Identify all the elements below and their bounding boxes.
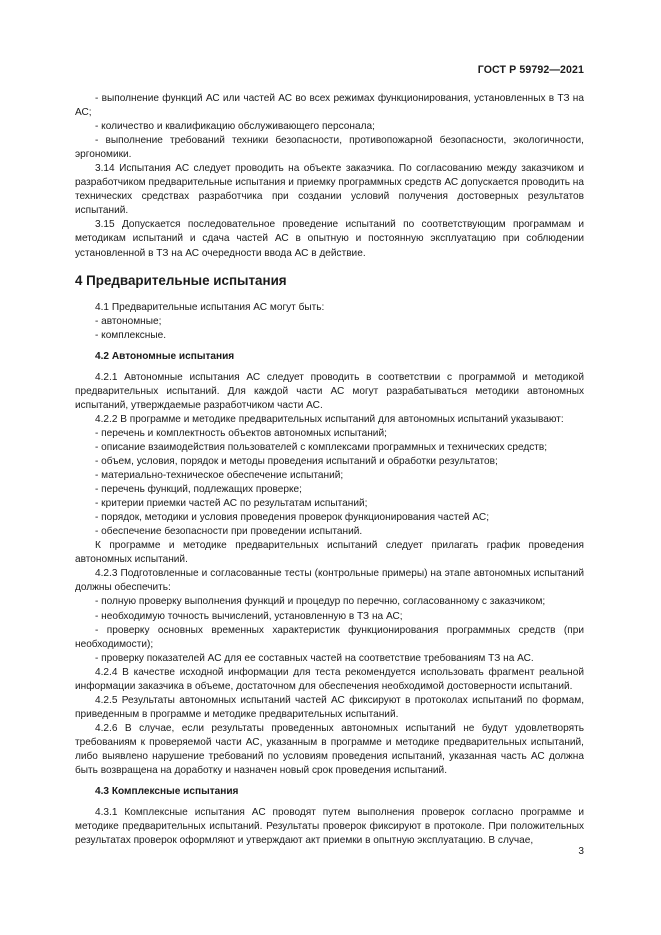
paragraph: - выполнение функций АС или частей АС во всех режимах функционирования, установленных в ТЗ на АС; bbox=[75, 93, 584, 119]
list-item: - описание взаимодействия пользователей с комплексами программных и технических средств; bbox=[95, 441, 548, 453]
list-item: - перечень функций, подлежащих проверке; bbox=[95, 484, 302, 496]
paragraph: 4.2.5 Результаты автономных испытаний частей АС фиксируют в протоколах испытаний по формам, приведенным в программе и методике предварительных испытаний. bbox=[75, 694, 584, 720]
list-item: - необходимую точность вычислений, установленную в ТЗ на АС; bbox=[95, 610, 403, 622]
list-item: - порядок, методики и условия проведения проверок функционирования частей АС; bbox=[95, 512, 490, 524]
list-item: - полную проверку выполнения функций и процедур по перечню, согласованному с заказчиком; bbox=[95, 596, 546, 608]
section-heading: 4 Предварительные испытания bbox=[75, 272, 287, 288]
paragraph: - количество и квалификацию обслуживающего персонала; bbox=[95, 121, 375, 133]
paragraph: 3.14 Испытания АС следует проводить на объекте заказчика. По согласованию между заказчиком и разработчиком предварительные испытания и приемку программных средств АС допускается проводить на технических средствах разработчика при создании условий получения достоверных результатов испытаний. bbox=[75, 163, 584, 217]
subsection-heading: 4.2 Автономные испытания bbox=[95, 350, 235, 362]
list-item: - материально-техническое обеспечение испытаний; bbox=[95, 470, 344, 482]
paragraph: 4.1 Предварительные испытания АС могут быть: bbox=[95, 301, 325, 313]
paragraph: К программе и методике предварительных испытаний следует прилагать график проведения автономных испытаний. bbox=[75, 540, 584, 566]
document-body bbox=[75, 92, 584, 848]
paragraph: 3.15 Допускается последовательное проведение испытаний по соответствующим программам и методикам испытаний и сдача частей АС в опытную и постоянную эксплуатацию при соблюдении установленной в ТЗ на АС очередности ввода АС в действие. bbox=[75, 219, 584, 259]
paragraph: - выполнение требований техники безопасности, противопожарной безопасности, экологичности, эргономики. bbox=[75, 135, 584, 161]
subsection-heading: 4.3 Комплексные испытания bbox=[95, 786, 239, 798]
paragraph: 4.2.6 В случае, если результаты проведенных автономных испытаний не будут удовлетворять требованиям к проверяемой части АС, указанным в программе и методике предварительных испытаний, либо выявлено нарушение требований по условиям проведения испытаний, указанная часть АС должна быть возвращена на доработку и назначен новый срок проведения испытаний. bbox=[75, 722, 584, 777]
list-item: - проверку основных временных характеристик функционирования программных средств (при необходимости); bbox=[75, 624, 584, 650]
paragraph: 4.2.1 Автономные испытания АС следует проводить в соответствии с программой и методикой предварительных испытаний. Для каждой части АС могут разрабатываться методики автономных испытаний, утверждаемые разработчиком части АС. bbox=[75, 371, 584, 411]
list-item: - объем, условия, порядок и методы проведения испытаний и обработки результатов; bbox=[95, 455, 498, 467]
paragraph: 4.3.1 Комплексные испытания АС проводят путем выполнения проверок согласно программе и методике предварительных испытаний. Результаты проверок фиксируют в протоколе. При положительных результатах проверок оформляют и утверждают акт приемки в опытную эксплуатацию. В случае, bbox=[75, 807, 584, 847]
list-item: - перечень и комплектность объектов автономных испытаний; bbox=[95, 427, 387, 439]
paragraph: - комплексные. bbox=[95, 329, 167, 341]
standard-designation: ГОСТ Р 59792—2021 bbox=[477, 64, 584, 76]
list-item: - обеспечение безопасности при проведении испытаний. bbox=[95, 526, 363, 538]
list-item: - критерии приемки частей АС по результатам испытаний; bbox=[95, 498, 368, 510]
page-number: 3 bbox=[578, 846, 584, 857]
paragraph: - автономные; bbox=[95, 315, 162, 327]
paragraph: 4.2.2 В программе и методике предварительных испытаний для автономных испытаний указывают: bbox=[95, 413, 564, 425]
paragraph: 4.2.4 В качестве исходной информации для теста рекомендуется использовать фрагмент реальной информации заказчика в объеме, достаточном для обеспечения необходимой достоверности испытаний. bbox=[75, 666, 584, 692]
list-item: - проверку показателей АС для ее составных частей на соответствие требованиям ТЗ на АС. bbox=[95, 652, 534, 664]
paragraph: 4.2.3 Подготовленные и согласованные тесты (контрольные примеры) на этапе автономных испытаний должны обеспечить: bbox=[75, 568, 584, 594]
